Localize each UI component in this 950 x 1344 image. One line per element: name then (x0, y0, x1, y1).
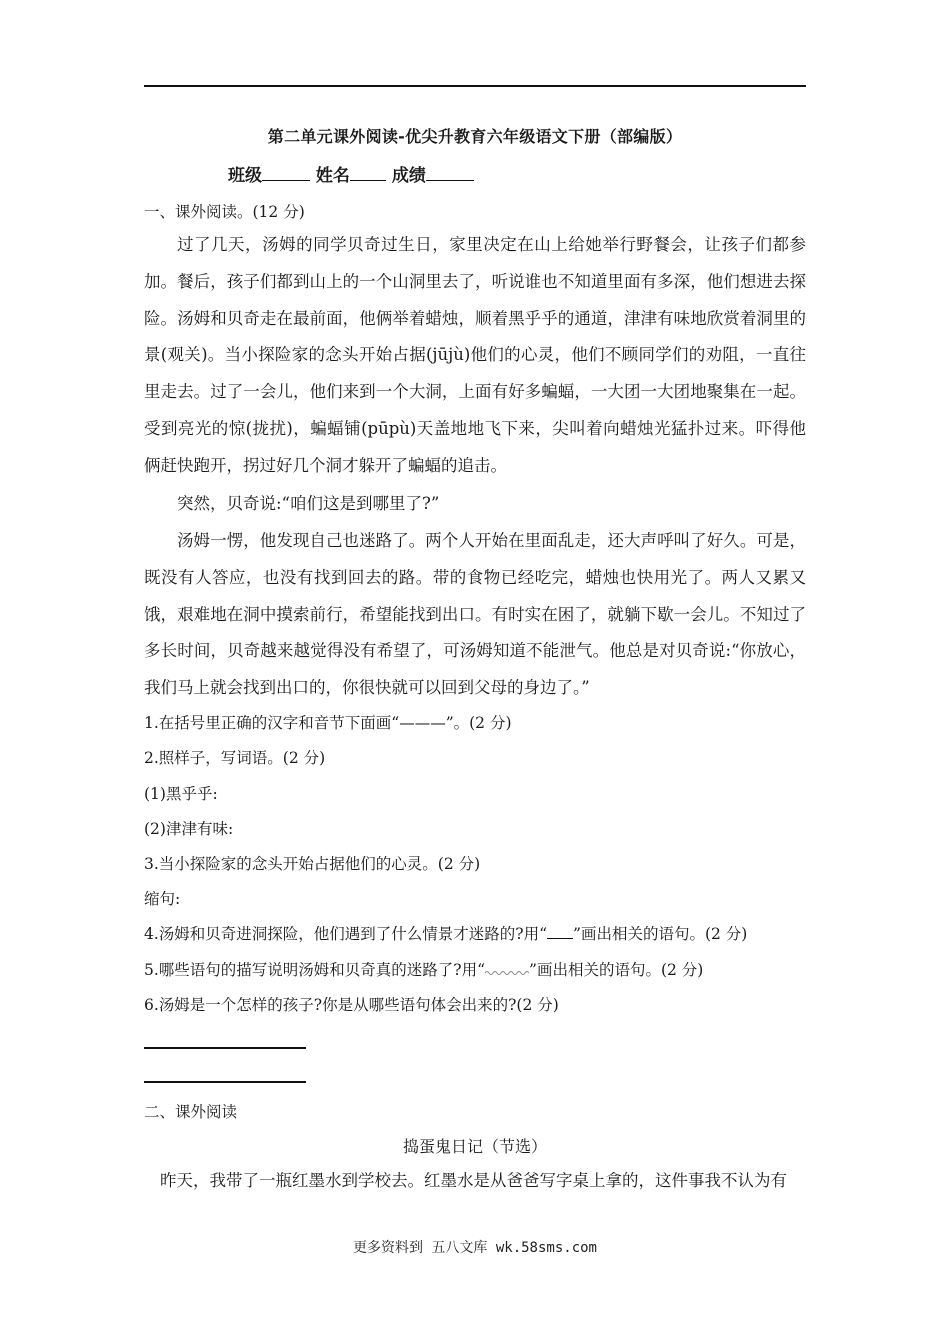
class-label: 班级 (228, 166, 262, 186)
worksheet-title: 第二单元课外阅读-优尖升教育六年级语文下册（部编版） (267, 127, 683, 146)
question-3: 3.当小探险家的念头开始占据他们的心灵。(2 分) (144, 855, 481, 873)
question-5-after: ”画出相关的语句。(2 分) (529, 961, 704, 979)
class-blank[interactable] (262, 166, 310, 181)
question-4-after: ”画出相关的语句。(2 分) (573, 925, 748, 943)
question-6: 6.汤姆是一个怎样的孩子?你是从哪些语句体会出来的?(2 分) (144, 996, 559, 1014)
student-info-line (228, 161, 474, 186)
score-label: 成绩 (391, 166, 426, 186)
question-2-item-2: (2)津津有味: (144, 820, 234, 838)
answer-line-2[interactable] (144, 1081, 306, 1083)
section1-heading: 一、课外阅读。(12 分) (144, 203, 305, 221)
section2-heading: 二、课外阅读 (144, 1103, 238, 1121)
passage-paragraph-3: 汤姆一愣，他发现自己也迷路了。两个人开始在里面乱走，还大声呼叫了好久。可是，既没有人答应，也没有找到回去的路。带的食物已经吃完，蜡烛也快用光了。两人又累又饿，艰难地在洞中摸索前行，希望能找到出口。有时实在困了，就躺下歇一会儿。不知过了多长时间，贝奇越来越觉得没有希望了，可汤姆知道不能泄气。他总是对贝奇说:“你放心，我们马上就会找到出口的，你很快就可以回到父母的身边了。” (144, 531, 806, 698)
underline-mark (547, 926, 573, 939)
question-4-before: 4.汤姆和贝奇进洞探险，他们遇到了什么情景才迷路的?用“ (144, 925, 548, 943)
passage-paragraph-2: 突然，贝奇说:“咱们这是到哪里了?” (177, 494, 440, 513)
story-first-line: 昨天，我带了一瓶红墨水到学校去。红墨水是从爸爸写字桌上拿的，这件事我不认为有 (160, 1171, 787, 1190)
name-blank[interactable] (350, 166, 386, 181)
question-2-item-1: (1)黑乎乎: (144, 785, 218, 803)
story-title: 捣蛋鬼日记（节选） (402, 1137, 547, 1156)
question-2: 2.照样子，写词语。(2 分) (144, 749, 326, 767)
question-5 (144, 958, 703, 980)
passage-paragraph-1: 过了几天，汤姆的同学贝奇过生日，家里决定在山上给她举行野餐会，让孩子们都参加。餐后，孩子们都到山上的一个山洞里去了，听说谁也不知道里面有多深，他们想进去探险。汤姆和贝奇走在最前面，他俩举着蜡烛，顺着黑乎乎的通道，津津有味地欣赏着洞里的景(观关)。当小探险家的念头开始占据(jūjù)他们的心灵，他们不顾同学们的劝阻，一直往里走去。过了一会儿，他们来到一个大洞，上面有好多蝙蝠，一大团一大团地聚集在一起。受到亮光的惊(拢扰)，蝙蝠铺(pūpù)天盖地地飞下来，尖叫着向蜡烛光猛扑过来。吓得他俩赶快跑开，拐过好几个洞才躲开了蝙蝠的追击。 (144, 235, 806, 475)
name-label: 姓名 (315, 166, 350, 186)
wavy-line-icon (485, 967, 529, 977)
question-4 (144, 922, 747, 944)
top-rule (144, 85, 806, 87)
answer-line-1[interactable] (144, 1047, 306, 1049)
question-5-before: 5.哪些语句的描写说明汤姆和贝奇真的迷路了?用“ (144, 961, 486, 979)
footer-link[interactable]: 更多资料到 五八文库 wk.58sms.com (352, 1240, 597, 1256)
score-blank[interactable] (426, 166, 474, 181)
question-3-sub: 缩句: (144, 890, 181, 908)
question-1: 1.在括号里正确的汉字和音节下面画“———”。(2 分) (144, 714, 512, 732)
